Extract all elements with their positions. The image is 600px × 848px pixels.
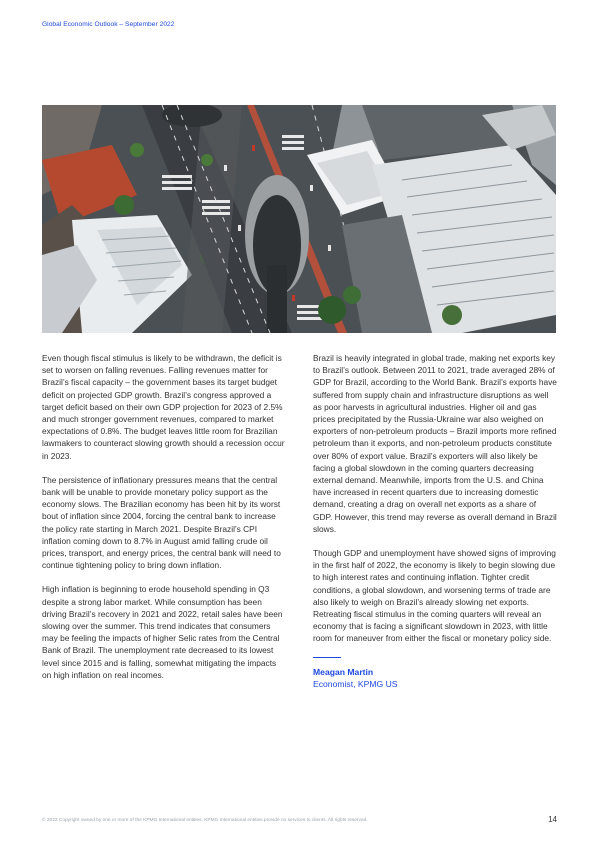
aerial-city-photo xyxy=(42,105,556,333)
copyright-footer: © 2022 Copyright owned by one or more of the KPMG International entities. KPMG International entities provide no services to clients. All rights reserved. xyxy=(42,818,368,823)
page-number: 14 xyxy=(548,815,557,824)
paragraph: Though GDP and unemployment have showed signs of improving in the first half of 2022, the economy is likely to begin slowing due to high interest rates and continuing inflation. Tighter credit conditions, a global slowdown, and worsening terms of trade are also likely to weigh on Brazil’s already slowing net exports. Retreating fiscal stimulus in the coming quarters will reveal an economy that is facing a significant slowdown in 2023, with little room for maneuver from either the fiscal or monetary policy side. xyxy=(313,548,556,644)
left-column xyxy=(42,352,286,693)
paragraph: Brazil is heavily integrated in global trade, making net exports key to Brazil’s outlook. Between 2011 to 2021, trade averaged 28% of GDP for Brazil, according to the World Bank. Brazil’s exports have suffered from supply chain and infrastructure disruptions as well as poor harvests in agricultural industries. Higher oil and gas prices precipitated by the Russia-Ukraine war also weighed on exporters of non-petroleum products – Brazil imports more refined petroleum than it exports, and non-petroleum products constitute over 80% of export value. Brazil’s exporters will also likely be facing a global slowdown in the coming quarters decreasing external demand. Meanwhile, imports from the U.S. and China have increased in recent quarters due to increasing domestic demand, creating a drag on overall net exports as a share of GDP. However, this trend may reverse as overall demand in Brazil slows. xyxy=(313,353,557,534)
paragraph: High inflation is beginning to erode household spending in Q3 despite a strong labor market. While consumption has been driving Brazil’s recovery in 2021 and 2022, retail sales have been slowing over the summer. This trend indicates that consumers may be feeling the impacts of higher Selic rates from the Central Bank of Brazil. The unemployment rate decreased to its lowest level since 2015 and is falling, somewhat mitigating the impacts on high inflation on real incomes. xyxy=(42,584,283,680)
paragraph: The persistence of inflationary pressures means that the central bank will be unable to provide monetary policy support as the economy slows. The Brazilian economy has been hit by its worst bout of inflation since 2004, forcing the central bank to increase the policy rate starting in March 2021. Despite Brazil’s CPI inflation coming down to 8.7% in August amid falling crude oil prices, transport, and energy prices, the central bank will need to continue tightening policy to bring down inflation. xyxy=(42,474,281,571)
right-column xyxy=(313,352,557,690)
author-title: Economist, KPMG US xyxy=(313,678,398,689)
author-divider xyxy=(313,657,341,658)
running-header: Global Economic Outlook – September 2022 xyxy=(42,21,175,28)
author-name: Meagan Martin xyxy=(313,666,374,677)
paragraph: Even though fiscal stimulus is likely to be withdrawn, the deficit is set to worsen on falling revenues. Falling revenues matter for Brazil’s fiscal capacity – the government bases its target budget deficit on projected GDP growth. Brazil’s congress approved a target deficit based on their own GDP projection for 2023 of 2.5% and much stronger government revenues, compared to market expectations of 0.8%. The budget leaves little room for Brazilian lawmakers to counteract slowing growth should a recession occur in 2023. xyxy=(42,353,285,461)
